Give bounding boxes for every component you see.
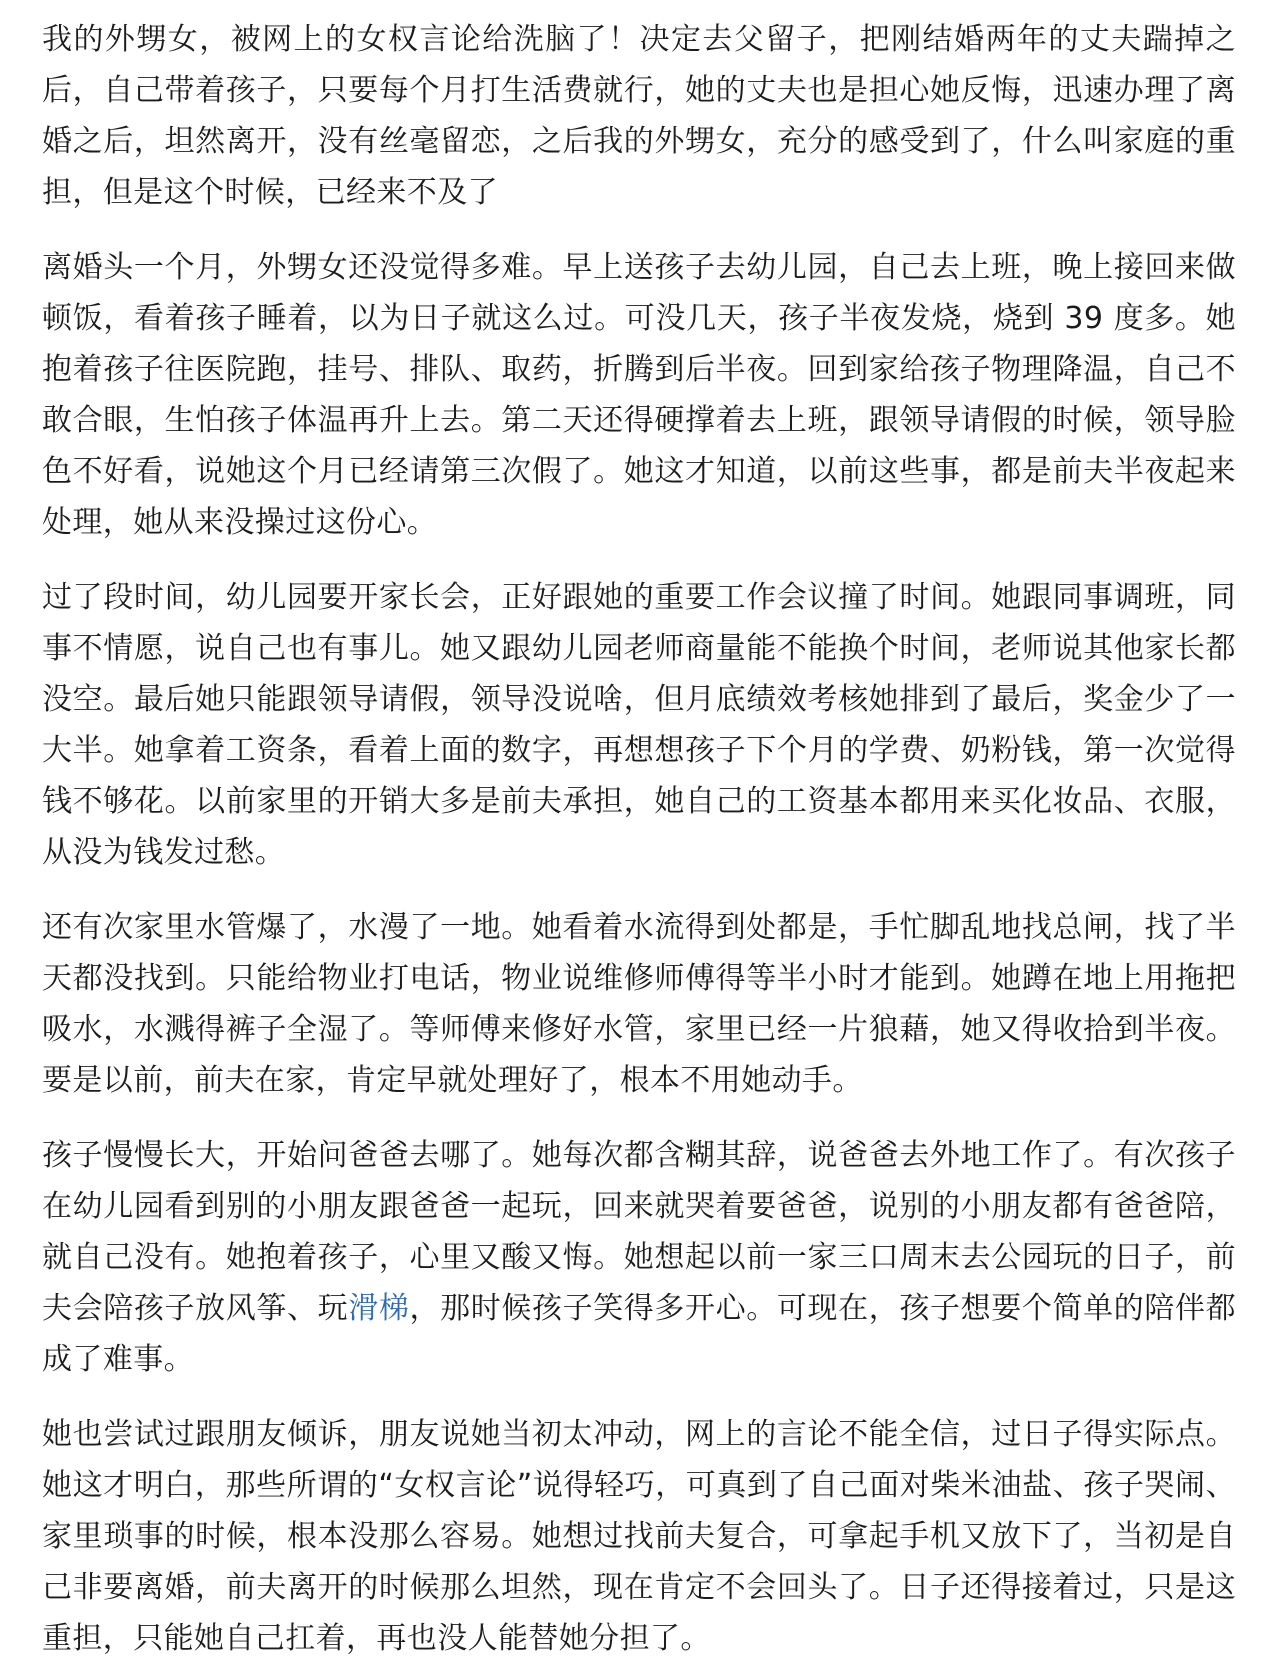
paragraph-5-text-after: ，那时候孩子笑得多开心。可现在，孩子想要个简单的陪伴都成了难事。	[42, 1291, 1236, 1377]
paragraph-6: 她也尝试过跟朋友倾诉，朋友说她当初太冲动，网上的言论不能全信，过日子得实际点。她这才明白，那些所谓的“女权言论”说得轻巧，可真到了自己面对柴米油盐、孩子哭闹、家里琐事的时候，根本没那么容易。她想过找前夫复合，可拿起手机又放下了，当初是自己非要离婚，前夫离开的时候那么坦然，现在肯定不会回头了。日子还得接着过，只是这重担，只能她自己扛着，再也没人能替她分担了。	[42, 1417, 1236, 1656]
paragraph-5-text-before: 孩子慢慢长大，开始问爸爸去哪了。她每次都含糊其辞，说爸爸去外地工作了。有次孩子在幼儿园看到别的小朋友跟爸爸一起玩，回来就哭着要爸爸，说别的小朋友都有爸爸陪，就自己没有。她抱着孩子，心里又酸又悔。她想起以前一家三口周末去公园玩的日子，前夫会陪孩子放风筝、玩	[42, 1138, 1236, 1326]
paragraph-1: 我的外甥女，被网上的女权言论给洗脑了！决定去父留子，把刚结婚两年的丈夫踹掉之后，自己带着孩子，只要每个月打生活费就行，她的丈夫也是担心她反悔，迅速办理了离婚之后，坦然离开，没有丝毫留恋，之后我的外甥女，充分的感受到了，什么叫家庭的重担，但是这个时候，已经来不及了	[42, 22, 1236, 210]
slide-link[interactable]: 滑梯	[348, 1291, 410, 1326]
paragraph-2: 离婚头一个月，外甥女还没觉得多难。早上送孩子去幼儿园，自己去上班，晚上接回来做顿饭，看着孩子睡着，以为日子就这么过。可没几天，孩子半夜发烧，烧到 39 度多。她抱着孩子往医院跑，挂号、排队、取药，折腾到后半夜。回到家给孩子物理降温，自己不敢合眼，生怕孩子体温再升上去。第二天还得硬撑着去上班，跟领导请假的时候，领导脸色不好看，说她这个月已经请第三次假了。她这才知道，以前这些事，都是前夫半夜起来处理，她从来没操过这份心。	[42, 250, 1236, 540]
paragraph-5	[42, 1130, 1236, 1385]
paragraph-3: 过了段时间，幼儿园要开家长会，正好跟她的重要工作会议撞了时间。她跟同事调班，同事不情愿，说自己也有事儿。她又跟幼儿园老师商量能不能换个时间，老师说其他家长都没空。最后她只能跟领导请假，领导没说啥，但月底绩效考核她排到了最后，奖金少了一大半。她拿着工资条，看着上面的数字，再想想孩子下个月的学费、奶粉钱，第一次觉得钱不够花。以前家里的开销大多是前夫承担，她自己的工资基本都用来买化妆品、衣服，从没为钱发过愁。	[42, 580, 1236, 870]
paragraph-4: 还有次家里水管爆了，水漫了一地。她看着水流得到处都是，手忙脚乱地找总闸，找了半天都没找到。只能给物业打电话，物业说维修师傅得等半小时才能到。她蹲在地上用拖把吸水，水溅得裤子全湿了。等师傅来修好水管，家里已经一片狼藉，她又得收拾到半夜。要是以前，前夫在家，肯定早就处理好了，根本不用她动手。	[42, 910, 1236, 1098]
